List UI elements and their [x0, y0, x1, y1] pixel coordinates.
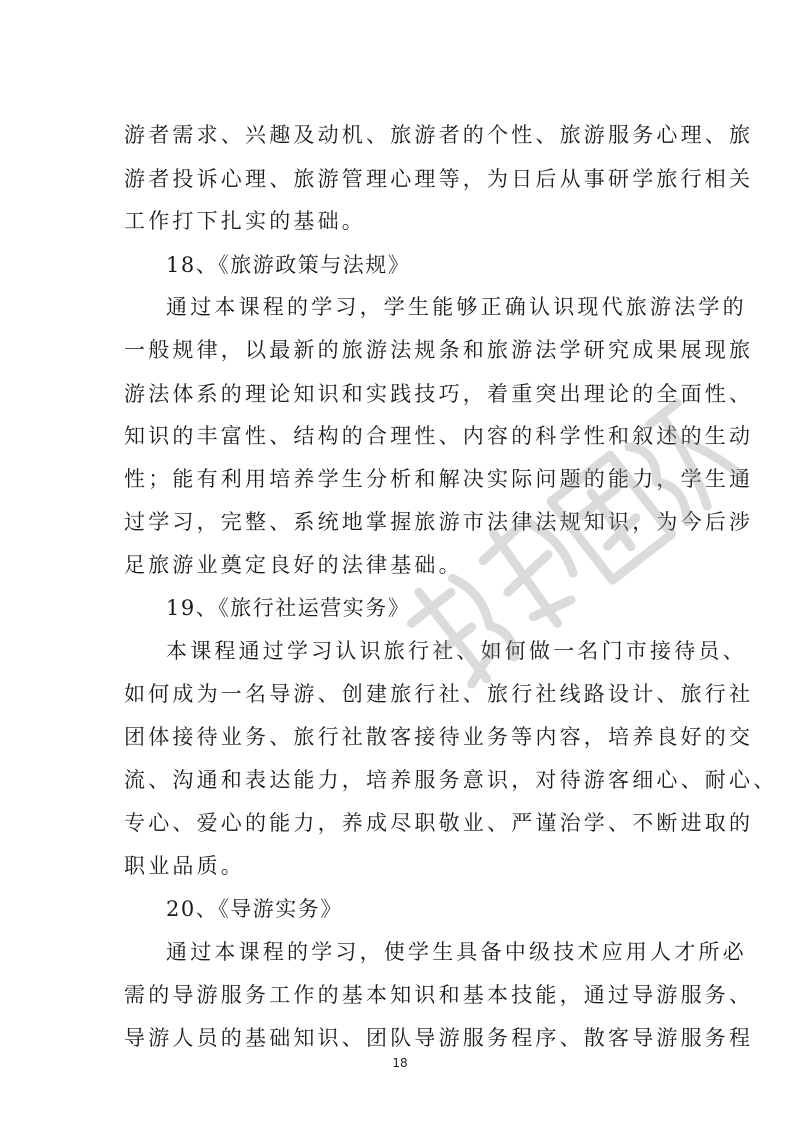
paragraph-first-line: 通过本课程的学习，学生能够正确认识现代旅游法学的	[166, 295, 747, 319]
section-heading-20: 20、《导游实务》	[166, 897, 343, 921]
body-line: 专心、爱心的能力，养成尽职敬业、严谨治学、不断进取的	[124, 811, 754, 835]
body-line: 职业品质。	[124, 854, 245, 878]
body-line: 性；能有利用培养学生分析和解决实际问题的能力，学生通	[124, 467, 754, 491]
body-line: 足旅游业奠定良好的法律基础。	[124, 553, 463, 577]
body-line: 游者投诉心理、旅游管理心理等，为日后从事研学旅行相关	[124, 167, 754, 191]
body-line: 流、沟通和表达能力，培养服务意识，对待游客细心、耐心、	[124, 768, 778, 792]
section-heading-19: 19、《旅行社运营实务》	[166, 596, 411, 620]
body-line: 如何成为一名导游、创建旅行社、旅行社线路设计、旅行社	[124, 682, 754, 706]
body-line: 游法体系的理论知识和实践技巧，着重突出理论的全面性、	[124, 382, 754, 406]
section-heading-18: 18、《旅游政策与法规》	[166, 253, 411, 277]
body-line: 一般规律，以最新的旅游法规条和旅游法学研究成果展现旅	[124, 338, 754, 362]
page-number: 18	[392, 1056, 408, 1070]
paragraph-first-line: 通过本课程的学习，使学生具备中级技术应用人才所必	[166, 940, 747, 964]
body-line: 导游人员的基础知识、团队导游服务程序、散客导游服务程	[124, 1026, 754, 1050]
body-line: 团体接待业务、旅行社散客接待业务等内容，培养良好的交	[124, 725, 754, 749]
paragraph-first-line: 本课程通过学习认识旅行社、如何做一名门市接待员、	[166, 639, 747, 663]
body-line: 游者需求、兴趣及动机、旅游者的个性、旅游服务心理、旅	[124, 123, 754, 147]
body-line: 知识的丰富性、结构的合理性、内容的科学性和叙述的生动	[124, 424, 754, 448]
body-line: 过学习，完整、系统地掌握旅游市法律法规知识，为今后涉	[124, 510, 754, 534]
body-line: 工作打下扎实的基础。	[124, 209, 366, 233]
body-line: 需的导游服务工作的基本知识和基本技能，通过导游服务、	[124, 983, 754, 1007]
